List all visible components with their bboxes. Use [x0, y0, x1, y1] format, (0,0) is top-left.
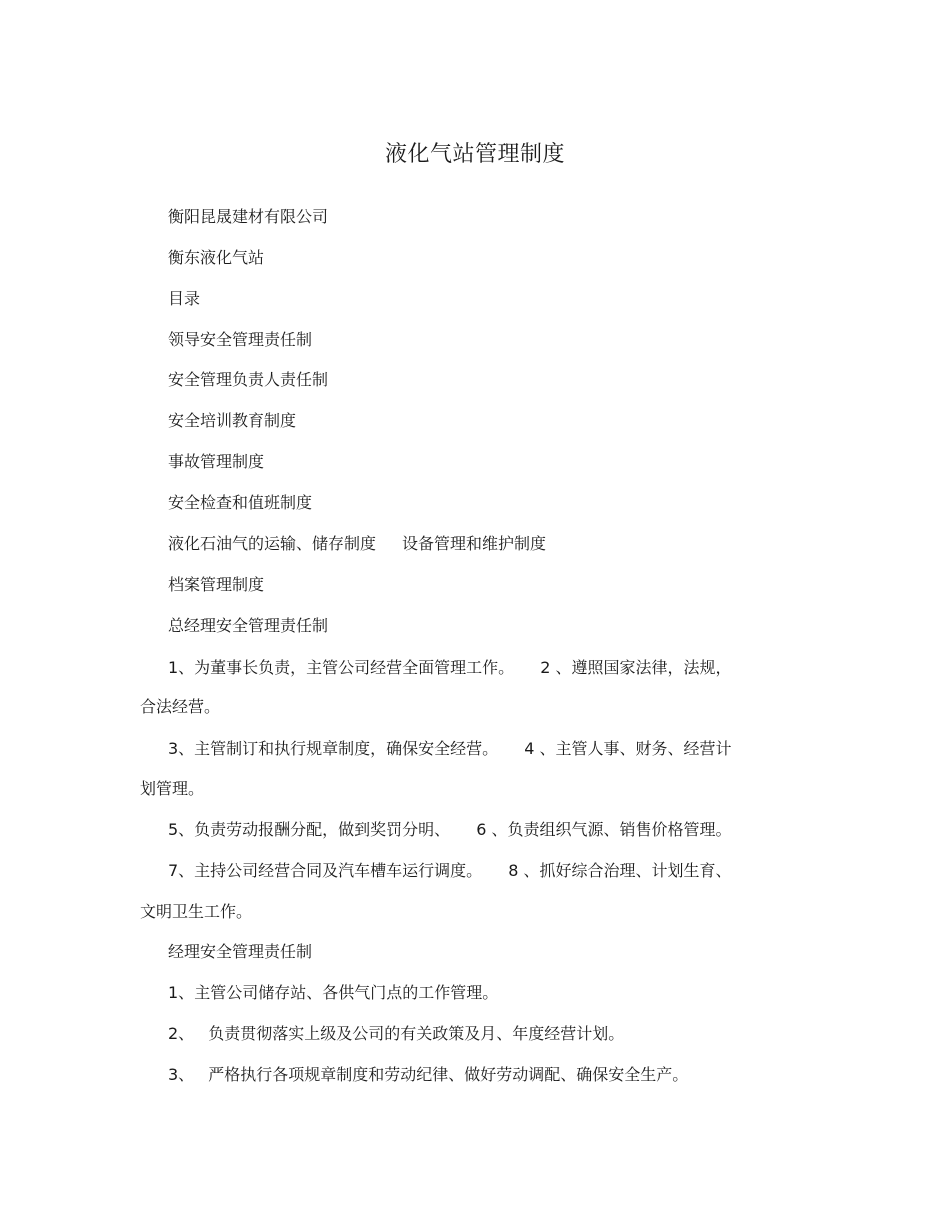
item-text: 主管公司储存站、各供气门点的工作管理。 [194, 983, 499, 1002]
gm-clause: 5、负责劳动报酬分配，做到奖罚分明、 [168, 820, 451, 839]
item-number: 2、 [168, 1024, 195, 1043]
gm-clause: 6 、负责组织气源、销售价格管理。 [476, 820, 732, 839]
gm-paragraph [168, 818, 731, 842]
manager-item [168, 1063, 688, 1087]
toc-heading: 目录 [168, 289, 201, 308]
toc-item: 领导安全管理责任制 [168, 330, 313, 349]
toc-item: 液化石油气的运输、储存制度 [168, 534, 377, 553]
gm-clause: 4 、主管人事、财务、经营计 [524, 739, 732, 758]
gm-clause: 2 、遵照国家法律，法规， [540, 658, 732, 677]
gm-continuation: 划管理。 [140, 779, 205, 798]
company-name: 衡阳昆晟建材有限公司 [168, 207, 329, 226]
document-title: 液化气站管理制度 [384, 142, 565, 167]
gm-paragraph [168, 859, 731, 883]
gm-continuation: 文明卫生工作。 [140, 902, 253, 921]
item-text: 严格执行各项规章制度和劳动纪律、做好劳动调配、确保安全生产。 [208, 1065, 689, 1084]
manager-item [168, 981, 498, 1005]
gm-continuation: 合法经营。 [140, 697, 221, 716]
toc-item: 事故管理制度 [168, 452, 265, 471]
section-heading-gm: 总经理安全管理责任制 [168, 616, 329, 635]
section-heading-manager: 经理安全管理责任制 [168, 942, 313, 961]
item-text: 负责贯彻落实上级及公司的有关政策及月、年度经营计划。 [208, 1024, 625, 1043]
gm-clause: 7、主持公司经营合同及汽车槽车运行调度。 [168, 861, 483, 880]
manager-item [168, 1022, 624, 1046]
gm-paragraph [168, 656, 731, 680]
toc-item: 档案管理制度 [168, 575, 265, 594]
gm-clause: 1、为董事长负责，主管公司经营全面管理工作。 [168, 658, 515, 677]
toc-item: 安全培训教育制度 [168, 411, 297, 430]
gm-clause: 8 、抓好综合治理、计划生育、 [508, 861, 732, 880]
item-number: 3、 [168, 1065, 195, 1084]
toc-item: 安全管理负责人责任制 [168, 370, 329, 389]
gm-clause: 3、主管制订和执行规章制度，确保安全经营。 [168, 739, 499, 758]
station-name: 衡东液化气站 [168, 248, 265, 267]
toc-item: 安全检查和值班制度 [168, 493, 313, 512]
gm-paragraph [168, 737, 731, 761]
toc-item: 设备管理和维护制度 [402, 534, 547, 553]
toc-item-pair [168, 532, 546, 556]
item-number: 1、 [168, 983, 195, 1002]
